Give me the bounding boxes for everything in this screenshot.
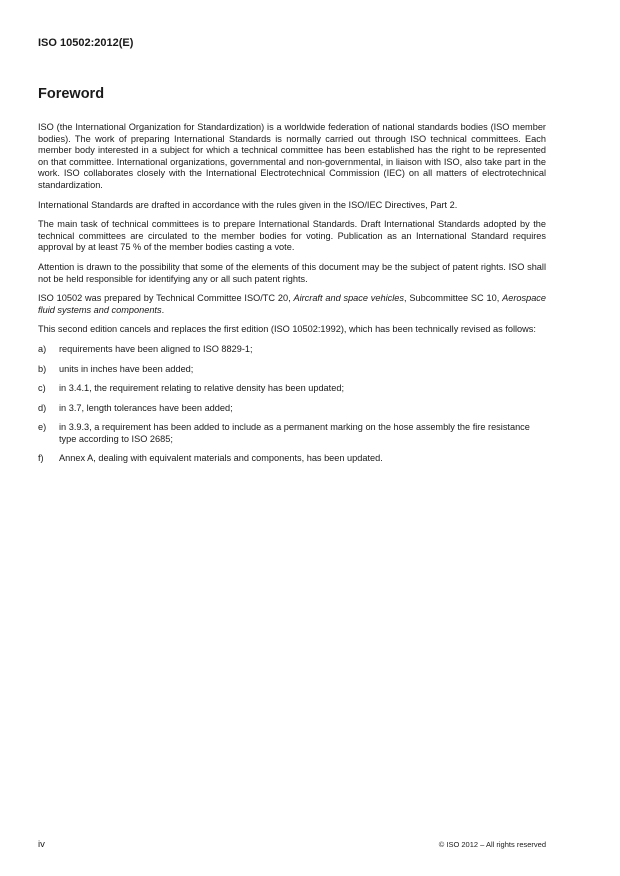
page-number: iv bbox=[38, 839, 45, 850]
list-text: Annex A, dealing with equivalent materials and components, has been updated. bbox=[59, 453, 383, 464]
page-title: Foreword bbox=[38, 86, 105, 102]
paragraph-iso-organization: ISO (the International Organization for Standardization) is a worldwide federation of national standards bodies (ISO member bodies). The work of preparing International Standards is normally carried out through ISO technical committees. Each member body interested in a subject for which a technical committee has been established has the right to be represented on that committee. International organizations, governmental and non-governmental, in liaison with ISO, also take part in the work. ISO collaborates closely with the International Electrotechnical Commission (IEC) on all matters of electrotechnical standardization. bbox=[38, 122, 546, 190]
list-item bbox=[38, 364, 546, 376]
list-text: in 3.9.3, a requirement has been added to include as a permanent marking on the hose assembly the fire resistance type according to ISO 2685; bbox=[59, 422, 530, 444]
paragraph-committees-task: The main task of technical committees is to prepare International Standards. Draft International Standards adopted by the technical committees are circulated to the member bodies for voting. Publication as an International Standard requires approval by at least 75 % of the member bodies casting a vote. bbox=[38, 219, 546, 253]
paragraph-prepared-by bbox=[38, 293, 546, 316]
subcommittee-name: Aerospace fluid systems and components bbox=[38, 293, 547, 315]
list-marker: a) bbox=[38, 343, 47, 354]
list-item bbox=[38, 403, 546, 415]
committee-name: Aircraft and space vehicles bbox=[293, 293, 405, 304]
prepared-by-text: ISO 10502 was prepared by Technical Committee ISO/TC 20, bbox=[38, 293, 294, 304]
list-marker: f) bbox=[38, 453, 44, 464]
list-item bbox=[38, 453, 546, 465]
copyright-notice: © ISO 2012 – All rights reserved bbox=[438, 840, 546, 849]
list-text: units in inches have been added; bbox=[59, 363, 194, 374]
paragraph-patent-rights: Attention is drawn to the possibility that some of the elements of this document may be the subject of patent rights. ISO shall not be held responsible for identifying any or all such patent rights. bbox=[38, 261, 546, 284]
document-identifier: ISO 10502:2012(E) bbox=[38, 37, 134, 49]
list-marker: d) bbox=[38, 402, 47, 413]
list-marker: b) bbox=[38, 363, 47, 374]
prepared-by-text: , Subcommittee SC 10, bbox=[404, 293, 503, 304]
paragraph-directives: International Standards are drafted in accordance with the rules given in the ISO/IEC Directives, Part 2. bbox=[38, 199, 458, 210]
prepared-by-text: . bbox=[161, 304, 165, 315]
list-text: in 3.7, length tolerances have been added; bbox=[59, 402, 233, 413]
foreword-body bbox=[38, 122, 546, 473]
list-item bbox=[38, 422, 546, 445]
list-item bbox=[38, 344, 546, 356]
paragraph-second-edition: This second edition cancels and replaces the first edition (ISO 10502:1992), which has been technically revised as follows: bbox=[38, 324, 536, 335]
list-marker: c) bbox=[38, 383, 46, 394]
list-text: in 3.4.1, the requirement relating to relative density has been updated; bbox=[59, 383, 344, 394]
list-marker: e) bbox=[38, 422, 47, 433]
list-text: requirements have been aligned to ISO 8829-1; bbox=[59, 343, 253, 354]
list-item bbox=[38, 383, 546, 395]
